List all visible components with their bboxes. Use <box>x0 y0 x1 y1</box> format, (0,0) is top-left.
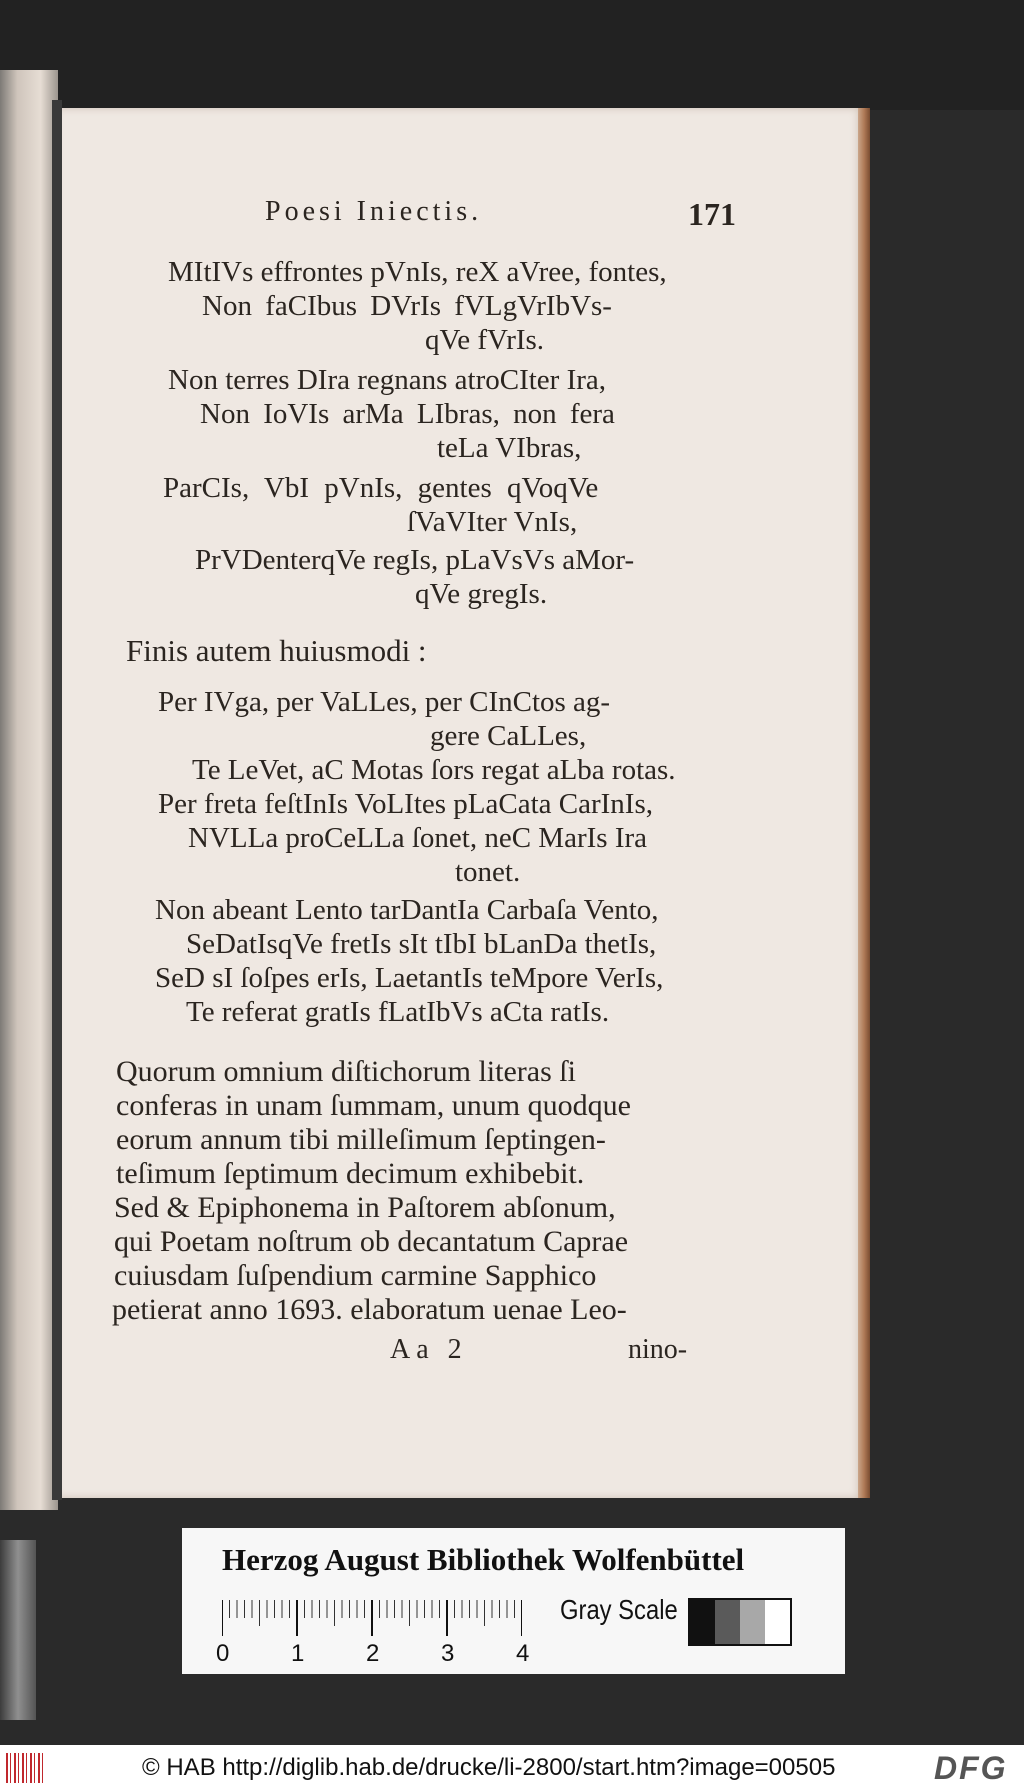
verse-line: MItIVs effrontes pVnIs, reX aVree, fontes, <box>168 256 667 288</box>
gray-swatch <box>690 1600 715 1644</box>
ruler-label: 4 <box>516 1640 530 1667</box>
scale-ruler <box>222 1600 522 1636</box>
prose-line: cuiusdam ſuſpendium carmine Sapphico <box>114 1259 597 1292</box>
verse-line: Per freta feſtInIs VoLItes pLaCata CarInIs, <box>158 788 653 820</box>
facing-page-edge <box>0 70 58 1510</box>
prose-line: qui Poetam noſtrum ob decantatum Caprae <box>114 1225 629 1258</box>
page-number: 171 <box>688 196 736 232</box>
dfg-logo: DFG <box>934 1750 1008 1786</box>
prose-line: petierat anno 1693. elaboratum uenae Leo- <box>112 1293 627 1326</box>
verse-line: ParCIs, VbI pVnIs, gentes qVoqVe <box>163 472 599 504</box>
prose-line: eorum annum tibi milleſimum ſeptingen- <box>116 1123 606 1156</box>
verse-line: Te LeVet, aC Motas ſors regat aLba rotas. <box>192 754 676 786</box>
verse-line: Non IoVIs arMa LIbras, non fera <box>200 398 615 430</box>
prose-line: teſimum ſeptimum decimum exhibebit. <box>116 1157 585 1190</box>
verse-line: Non terres DIra regnans atroCIter Ira, <box>168 364 607 396</box>
verse-line: PrVDenterqVe regIs, pLaVsVs aMor- <box>195 544 635 576</box>
verse-line: Non abeant Lento tarDantIa Carbaſa Vento, <box>155 894 659 926</box>
verse-line: Te referat gratIs fLatIbVs aCta ratIs. <box>186 996 610 1028</box>
book-cover-edge <box>0 1540 36 1720</box>
running-head: Poesi Iniectis. <box>265 196 483 227</box>
gray-swatch <box>740 1600 765 1644</box>
page-edge <box>858 108 870 1498</box>
scan-background-top <box>0 0 1024 110</box>
library-name: Herzog August Bibliothek Wolfenbüttel <box>222 1542 745 1577</box>
prose-line: Sed & Epiphonema in Paſtorem abſonum, <box>114 1191 616 1224</box>
verse-line: qVe gregIs. <box>415 578 548 610</box>
ruler-label: 2 <box>366 1640 380 1667</box>
verse-line: teLa VIbras, <box>437 432 582 464</box>
catchword: nino- <box>628 1334 688 1365</box>
verse-line: gere CaLLes, <box>430 720 587 752</box>
hab-logo-icon <box>6 1753 46 1783</box>
verse-line: qVe fVrIs. <box>425 324 545 356</box>
gray-scale-swatches <box>688 1598 792 1646</box>
reference-card <box>182 1528 845 1674</box>
verse-line: tonet. <box>455 856 521 888</box>
ruler-label: 0 <box>216 1640 230 1667</box>
prose-line: Quorum omnium diſtichorum literas ſi <box>116 1055 576 1088</box>
verse-line: Per IVga, per VaLLes, per CInCtos ag- <box>158 686 611 718</box>
verse-line: Non faCIbus DVrIs fVLgVrIbVs- <box>202 290 612 322</box>
verse-line: SeD sI ſoſpes erIs, LaetantIs teMpore VerIs, <box>155 962 664 994</box>
verse-line: SeDatIsqVe fretIs sIt tIbI bLanDa thetIs, <box>186 928 657 960</box>
finis-heading: Finis autem huiusmodi : <box>126 633 427 668</box>
gray-scale-label: Gray Scale <box>560 1594 678 1625</box>
gray-swatch <box>765 1600 790 1644</box>
signature-mark: Aa 2 <box>390 1334 468 1365</box>
ruler-label: 1 <box>291 1640 305 1667</box>
verse-line: ſVaVIter VnIs, <box>407 506 578 538</box>
prose-line: conferas in unam ſummam, unum quodque <box>116 1089 631 1122</box>
footer-bar <box>0 1745 1024 1789</box>
verse-line: NVLLa proCeLLa ſonet, neC MarIs Ira <box>188 822 648 854</box>
gray-swatch <box>715 1600 740 1644</box>
copyright-credit: © HAB http://diglib.hab.de/drucke/li-2800/start.htm?image=00505 <box>142 1754 836 1781</box>
ruler-label: 3 <box>441 1640 455 1667</box>
book-spine <box>52 100 62 1500</box>
